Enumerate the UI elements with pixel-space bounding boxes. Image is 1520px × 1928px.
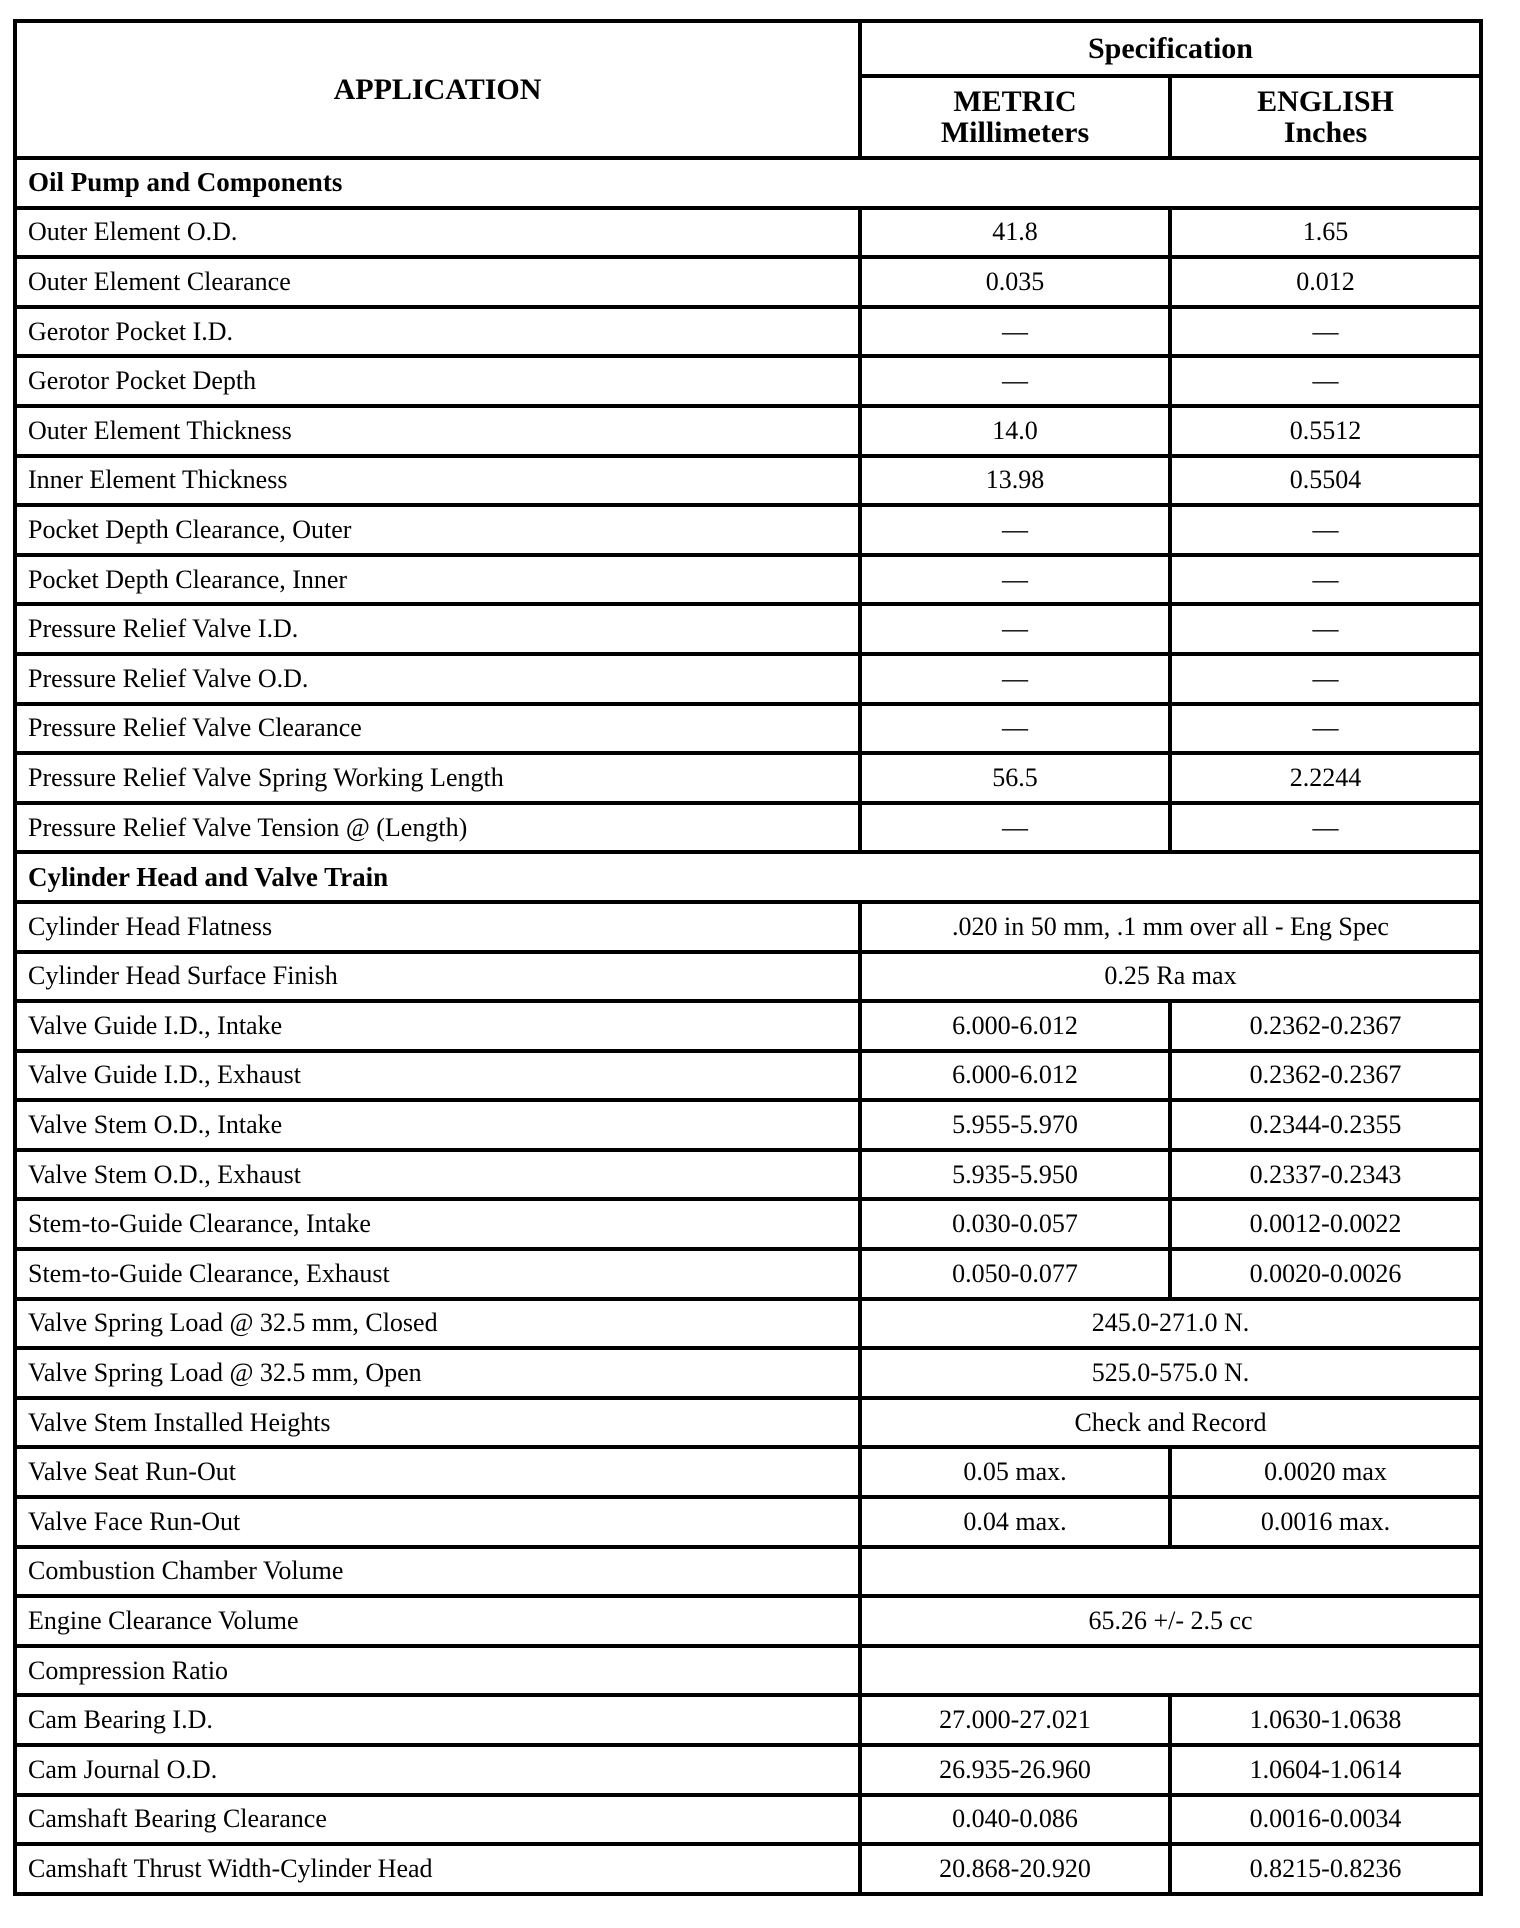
- table-row: [15, 704, 1481, 754]
- table-row: [15, 1249, 1481, 1299]
- english-cell: 0.5504: [1170, 456, 1481, 506]
- metric-cell: 26.935-26.960: [860, 1745, 1170, 1795]
- combined-spec-cell: 65.26 +/- 2.5 cc: [860, 1596, 1481, 1646]
- table-row: [15, 505, 1481, 555]
- table-row: [15, 1051, 1481, 1101]
- metric-cell: —: [860, 704, 1170, 754]
- table-row: [15, 1447, 1481, 1497]
- table-row: [15, 208, 1481, 258]
- table-row: [15, 356, 1481, 406]
- table-row: [15, 1299, 1481, 1349]
- application-cell: Outer Element O.D.: [15, 208, 860, 258]
- combined-spec-cell: [860, 1547, 1481, 1597]
- metric-cell: 0.040-0.086: [860, 1795, 1170, 1845]
- english-cell: 0.2337-0.2343: [1170, 1150, 1481, 1200]
- application-cell: Stem-to-Guide Clearance, Intake: [15, 1199, 860, 1249]
- table-row: [15, 257, 1481, 307]
- english-cell: 1.65: [1170, 208, 1481, 258]
- metric-cell: 6.000-6.012: [860, 1001, 1170, 1051]
- application-cell: Valve Spring Load @ 32.5 mm, Open: [15, 1348, 860, 1398]
- metric-cell: —: [860, 654, 1170, 704]
- table-row: [15, 952, 1481, 1002]
- application-cell: Pressure Relief Valve O.D.: [15, 654, 860, 704]
- table-row: [15, 406, 1481, 456]
- table-row: [15, 1745, 1481, 1795]
- table-row: [15, 803, 1481, 853]
- table-row: [15, 1100, 1481, 1150]
- table-body: [15, 158, 1481, 1894]
- metric-cell: 5.935-5.950: [860, 1150, 1170, 1200]
- metric-cell: —: [860, 307, 1170, 357]
- application-cell: Outer Element Thickness: [15, 406, 860, 456]
- section-row: [15, 158, 1481, 208]
- application-cell: Engine Clearance Volume: [15, 1596, 860, 1646]
- english-cell: —: [1170, 555, 1481, 605]
- metric-cell: —: [860, 604, 1170, 654]
- english-cell: —: [1170, 505, 1481, 555]
- metric-header-line1: METRIC: [953, 84, 1077, 118]
- application-cell: Cam Bearing I.D.: [15, 1695, 860, 1745]
- table-row: [15, 1844, 1481, 1894]
- english-cell: 0.2362-0.2367: [1170, 1051, 1481, 1101]
- table-row: [15, 604, 1481, 654]
- application-cell: Cylinder Head Surface Finish: [15, 952, 860, 1002]
- table-row: [15, 753, 1481, 803]
- metric-cell: 14.0: [860, 406, 1170, 456]
- application-cell: Valve Stem O.D., Intake: [15, 1100, 860, 1150]
- application-cell: Pressure Relief Valve Tension @ (Length): [15, 803, 860, 853]
- table-row: [15, 1001, 1481, 1051]
- metric-cell: —: [860, 803, 1170, 853]
- table-row: [15, 902, 1481, 952]
- application-cell: Camshaft Thrust Width-Cylinder Head: [15, 1844, 860, 1894]
- english-cell: 1.0630-1.0638: [1170, 1695, 1481, 1745]
- table-row: [15, 1497, 1481, 1547]
- combined-spec-cell: .020 in 50 mm, .1 mm over all - Eng Spec: [860, 902, 1481, 952]
- application-cell: Valve Guide I.D., Exhaust: [15, 1051, 860, 1101]
- table-row: [15, 1596, 1481, 1646]
- english-cell: 0.0020-0.0026: [1170, 1249, 1481, 1299]
- application-cell: Valve Face Run-Out: [15, 1497, 860, 1547]
- metric-cell: 0.030-0.057: [860, 1199, 1170, 1249]
- application-cell: Pressure Relief Valve Clearance: [15, 704, 860, 754]
- application-cell: Compression Ratio: [15, 1646, 860, 1696]
- table-row: [15, 654, 1481, 704]
- english-cell: 0.012: [1170, 257, 1481, 307]
- table-row: [15, 1199, 1481, 1249]
- metric-header-line2: Millimeters: [940, 116, 1090, 149]
- english-cell: —: [1170, 654, 1481, 704]
- english-cell: 0.5512: [1170, 406, 1481, 456]
- metric-cell: 0.04 max.: [860, 1497, 1170, 1547]
- application-cell: Gerotor Pocket I.D.: [15, 307, 860, 357]
- english-cell: —: [1170, 356, 1481, 406]
- application-header: APPLICATION: [15, 21, 860, 158]
- english-cell: 0.8215-0.8236: [1170, 1844, 1481, 1894]
- english-header-line1: ENGLISH: [1257, 84, 1394, 118]
- section-title: Oil Pump and Components: [15, 158, 1481, 208]
- metric-header: [860, 76, 1170, 158]
- metric-cell: 41.8: [860, 208, 1170, 258]
- metric-cell: 0.035: [860, 257, 1170, 307]
- table-row: [15, 1150, 1481, 1200]
- english-cell: —: [1170, 307, 1481, 357]
- table-row: [15, 1646, 1481, 1696]
- table-row: [15, 1795, 1481, 1845]
- section-title: Cylinder Head and Valve Train: [15, 852, 1481, 902]
- table-row: [15, 307, 1481, 357]
- combined-spec-cell: 525.0-575.0 N.: [860, 1348, 1481, 1398]
- metric-cell: 20.868-20.920: [860, 1844, 1170, 1894]
- table-row: [15, 555, 1481, 605]
- metric-cell: 0.05 max.: [860, 1447, 1170, 1497]
- table-row: [15, 1348, 1481, 1398]
- combined-spec-cell: [860, 1646, 1481, 1696]
- table-header: [15, 21, 1481, 158]
- english-cell: —: [1170, 803, 1481, 853]
- combined-spec-cell: 0.25 Ra max: [860, 952, 1481, 1002]
- application-cell: Inner Element Thickness: [15, 456, 860, 506]
- application-cell: Valve Seat Run-Out: [15, 1447, 860, 1497]
- section-row: [15, 852, 1481, 902]
- application-cell: Stem-to-Guide Clearance, Exhaust: [15, 1249, 860, 1299]
- english-cell: 0.0012-0.0022: [1170, 1199, 1481, 1249]
- english-cell: —: [1170, 704, 1481, 754]
- table-row: [15, 456, 1481, 506]
- metric-cell: 13.98: [860, 456, 1170, 506]
- combined-spec-cell: Check and Record: [860, 1398, 1481, 1448]
- application-cell: Valve Spring Load @ 32.5 mm, Closed: [15, 1299, 860, 1349]
- metric-cell: 0.050-0.077: [860, 1249, 1170, 1299]
- combined-spec-cell: 245.0-271.0 N.: [860, 1299, 1481, 1349]
- english-cell: 0.2362-0.2367: [1170, 1001, 1481, 1051]
- application-cell: Pressure Relief Valve Spring Working Length: [15, 753, 860, 803]
- metric-cell: —: [860, 356, 1170, 406]
- table-row: [15, 1398, 1481, 1448]
- application-cell: Valve Stem Installed Heights: [15, 1398, 860, 1448]
- english-cell: 1.0604-1.0614: [1170, 1745, 1481, 1795]
- specification-table: [13, 19, 1483, 1896]
- english-cell: 0.0016 max.: [1170, 1497, 1481, 1547]
- application-cell: Cylinder Head Flatness: [15, 902, 860, 952]
- english-cell: 0.2344-0.2355: [1170, 1100, 1481, 1150]
- application-cell: Combustion Chamber Volume: [15, 1547, 860, 1597]
- english-cell: 0.0016-0.0034: [1170, 1795, 1481, 1845]
- table-row: [15, 1695, 1481, 1745]
- english-cell: 0.0020 max: [1170, 1447, 1481, 1497]
- metric-cell: 27.000-27.021: [860, 1695, 1170, 1745]
- application-cell: Pocket Depth Clearance, Outer: [15, 505, 860, 555]
- specification-header: Specification: [860, 21, 1481, 76]
- metric-cell: —: [860, 555, 1170, 605]
- application-cell: Pressure Relief Valve I.D.: [15, 604, 860, 654]
- metric-cell: 5.955-5.970: [860, 1100, 1170, 1150]
- english-cell: 2.2244: [1170, 753, 1481, 803]
- application-cell: Valve Stem O.D., Exhaust: [15, 1150, 860, 1200]
- application-cell: Cam Journal O.D.: [15, 1745, 860, 1795]
- application-cell: Outer Element Clearance: [15, 257, 860, 307]
- application-cell: Valve Guide I.D., Intake: [15, 1001, 860, 1051]
- table-row: [15, 1547, 1481, 1597]
- english-header-line2: Inches: [1283, 116, 1368, 149]
- metric-cell: —: [860, 505, 1170, 555]
- application-cell: Camshaft Bearing Clearance: [15, 1795, 860, 1845]
- metric-cell: 56.5: [860, 753, 1170, 803]
- application-cell: Pocket Depth Clearance, Inner: [15, 555, 860, 605]
- metric-cell: 6.000-6.012: [860, 1051, 1170, 1101]
- english-header: [1170, 76, 1481, 158]
- application-cell: Gerotor Pocket Depth: [15, 356, 860, 406]
- english-cell: —: [1170, 604, 1481, 654]
